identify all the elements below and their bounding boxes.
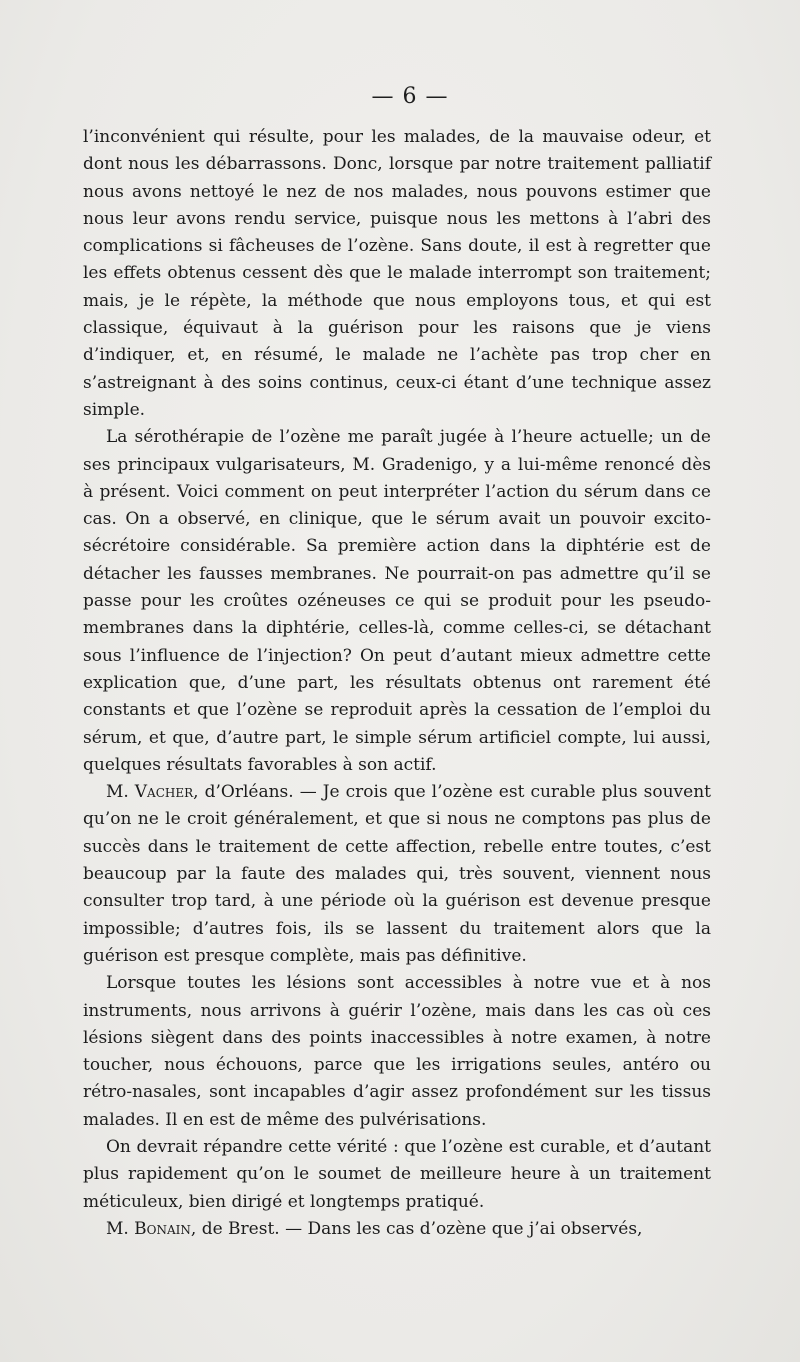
paragraph-5: On devrait répandre cette vérité : que l’ozène est curable, et d’autant plus rapidement qu’on le soumet de meilleure heure à un traitement méticuleux, bien dirigé et longtemps pratiqué. bbox=[83, 1136, 711, 1212]
paragraph-4: Lorsque toutes les lésions sont accessibles à notre vue et à nos instruments, nous arrivons à guérir l’ozène, mais dans les cas où ces lésions siègent dans des points inaccessibles à notre examen, à notre toucher, nous échouons, parce que les irrigations seules, antéro ou rétro-nasales, sont incapables d’agir assez profondément sur les tissus malades. Il en est de même des pulvérisations. bbox=[83, 973, 711, 1130]
paragraph-6-text: , de Brest. — Dans les cas d’ozène que j’ai observés, bbox=[190, 1218, 643, 1239]
paragraph-1: l’inconvénient qui résulte, pour les malades, de la mauvaise odeur, et dont nous les débarrassons. Donc, lorsque par notre traitement palliatif nous avons nettoyé le nez de nos malades, nous pouvons estimer que nous leur avons rendu service, puisque nous les mettons à l’abri des complications si fâcheuses de l’ozène. Sans doute, il est à regretter que les effets obtenus cessent dès que le malade interrompt son traitement; mais, je le répète, la méthode que nous employons tous, et qui est classique, équivaut à la guérison pour les raisons que je viens d’indiquer, et, en résumé, le malade ne l’achète pas trop cher en s’astreignant à des soins continus, ceux-ci étant d’une technique assez simple. bbox=[83, 127, 711, 420]
page-number: — 6 — bbox=[371, 84, 449, 109]
paragraph-2: La sérothérapie de l’ozène me paraît jugée à l’heure actuelle; un de ses principaux vulgarisateurs, M. Gradenigo, y a lui-même renoncé dès à présent. Voici comment on peut interpréter l’action du sérum dans ce cas. On a observé, en clinique, que le sérum avait un pouvoir excito-sécrétoire considérable. Sa première action dans la diphtérie est de détacher les fausses membranes. Ne pourrait-on pas admettre qu’il se passe pour les croûtes ozéneuses ce qui se produit pour les pseudo-membranes dans la diphtérie, celles-là, comme celles-ci, se détachant sous l’influence de l’injection? On peut d’autant mieux admettre cette explication que, d’une part, les résultats obtenus ont rarement été constants et que l’ozène se reproduit après la cessation de l’emploi du sérum, et que, d’autre part, le simple sérum artificiel compte, lui aussi, quelques résultats favorables à son actif. bbox=[83, 427, 711, 775]
paragraph-6 bbox=[83, 1216, 711, 1243]
speaker-name: M. Vacher bbox=[105, 782, 194, 803]
paragraph-3-text: , d’Orléans. — Je crois que l’ozène est curable plus souvent qu’on ne le croit généralement, et que si nous ne comptons pas plus de succès dans le traitement de cette affection, rebelle entre toutes, c’est beaucoup par la faute des malades qui, très souvent, viennent nous consulter trop tard, à une période où la guérison est devenue presque impossible; d’autres fois, ils se lassent du traitement alors que la guérison est presque complète, mais pas définitive. bbox=[83, 782, 711, 966]
body-text bbox=[83, 124, 711, 1243]
paragraph-3 bbox=[83, 779, 711, 970]
speaker-name: M. Bonain bbox=[105, 1218, 191, 1239]
